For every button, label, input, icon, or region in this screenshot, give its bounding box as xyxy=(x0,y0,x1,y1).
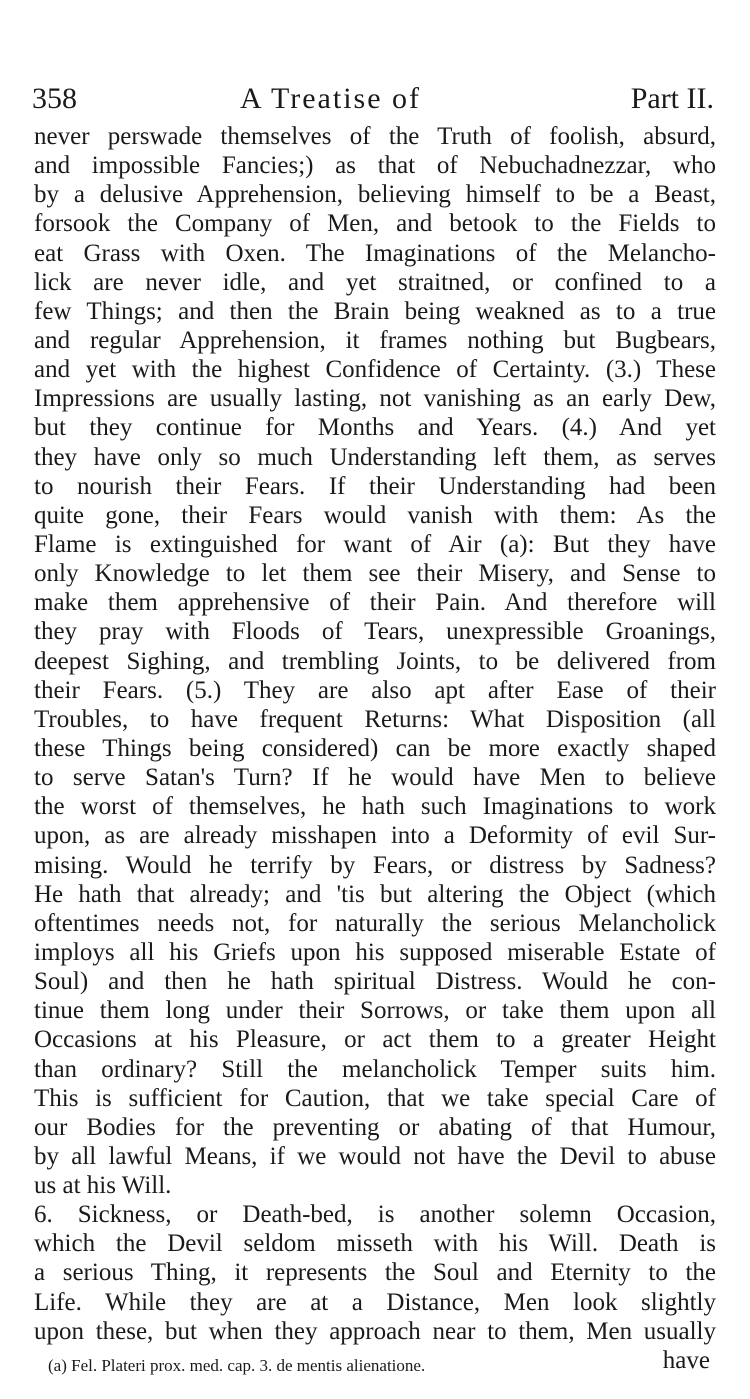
text-line: which the Devil seldom misseth with his Will. Death is xyxy=(34,1230,716,1258)
text-line: imploys all his Griefs upon his supposed miserable Estate of xyxy=(34,938,716,966)
text-line: but they continue for Months and Years. (4.) And yet xyxy=(34,414,716,442)
text-line: lick are never idle, and yet straitned, or confined to a xyxy=(34,268,716,296)
running-header xyxy=(22,78,714,120)
text-line: by all lawful Means, if we would not have the Devil to abuse xyxy=(34,1142,716,1170)
text-line: upon, as are already misshapen into a Deformity of evil Sur- xyxy=(34,822,716,850)
text-line: their Fears. (5.) They are also apt after Ease of their xyxy=(34,676,716,704)
text-line: than ordinary? Still the melancholick Temper suits him. xyxy=(34,1055,716,1083)
text-line: and yet with the highest Confidence of Certainty. (3.) These xyxy=(34,356,716,384)
text-line: and impossible Fancies;) as that of Nebuchadnezzar, who xyxy=(34,152,716,180)
text-line: only Knowledge to let them see their Misery, and Sense to xyxy=(34,560,716,588)
text-line: Soul) and then he hath spiritual Distress. Would he con- xyxy=(34,968,716,996)
text-line: they pray with Floods of Tears, unexpressible Groanings, xyxy=(34,618,716,646)
text-line: make them apprehensive of their Pain. And therefore will xyxy=(34,589,716,617)
text-line: This is sufficient for Caution, that we take special Care of xyxy=(34,1084,716,1112)
text-line: 6. Sickness, or Death-bed, is another solemn Occasion, xyxy=(34,1201,716,1229)
text-line: deepest Sighing, and trembling Joints, to be delivered from xyxy=(34,647,716,675)
text-line: Occasions at his Pleasure, or act them to a greater Height xyxy=(34,1026,716,1054)
text-line: Flame is extinguished for want of Air (a): But they have xyxy=(34,530,716,558)
footnote: (a) Fel. Plateri prox. med. cap. 3. de mentis alienatione. xyxy=(48,1356,426,1375)
text-line: He hath that already; and 'tis but altering the Object (which xyxy=(34,880,716,908)
text-line: few Things; and then the Brain being weakned as to a true xyxy=(34,297,716,325)
text-line: tinue them long under their Sorrows, or take them upon all xyxy=(34,997,716,1025)
page-number: 358 xyxy=(32,82,77,115)
part-label: Part II. xyxy=(630,82,714,115)
text-line: Troubles, to have frequent Returns: What Disposition (all xyxy=(34,705,716,733)
text-line: eat Grass with Oxen. The Imaginations of the Melancho- xyxy=(34,239,716,267)
text-line: oftentimes needs not, for naturally the serious Melancholick xyxy=(34,909,716,937)
text-line: Life. While they are at a Distance, Men look slightly xyxy=(34,1288,716,1316)
text-line: by a delusive Apprehension, believing himself to be a Beast, xyxy=(34,181,716,209)
text-line: forsook the Company of Men, and betook to the Fields to xyxy=(34,210,716,238)
body-text xyxy=(34,122,716,1375)
text-line: our Bodies for the preventing or abating of that Humour, xyxy=(34,1113,716,1141)
text-line: Impressions are usually lasting, not vanishing as an early Dew, xyxy=(34,385,716,413)
text-line: never perswade themselves of the Truth of foolish, absurd, xyxy=(34,123,716,150)
text-line: quite gone, their Fears would vanish with them: As the xyxy=(34,501,716,529)
text-line: and regular Apprehension, it frames nothing but Bugbears, xyxy=(34,326,716,354)
text-line: to nourish their Fears. If their Understanding had been xyxy=(34,472,716,500)
running-title: A Treatise of xyxy=(240,82,422,115)
text-line: mising. Would he terrify by Fears, or distress by Sadness? xyxy=(34,851,716,879)
text-line: to serve Satan's Turn? If he would have Men to believe xyxy=(34,764,716,792)
text-line: us at his Will. xyxy=(34,1172,172,1200)
text-line: they have only so much Understanding left them, as serves xyxy=(34,443,716,471)
text-line: upon these, but when they approach near to them, Men usually xyxy=(34,1317,716,1345)
text-line: have xyxy=(662,1346,710,1374)
text-line: the worst of themselves, he hath such Imaginations to work xyxy=(34,793,716,821)
text-line: a serious Thing, it represents the Soul and Eternity to the xyxy=(34,1259,716,1287)
text-line: these Things being considered) can be more exactly shaped xyxy=(34,734,716,762)
